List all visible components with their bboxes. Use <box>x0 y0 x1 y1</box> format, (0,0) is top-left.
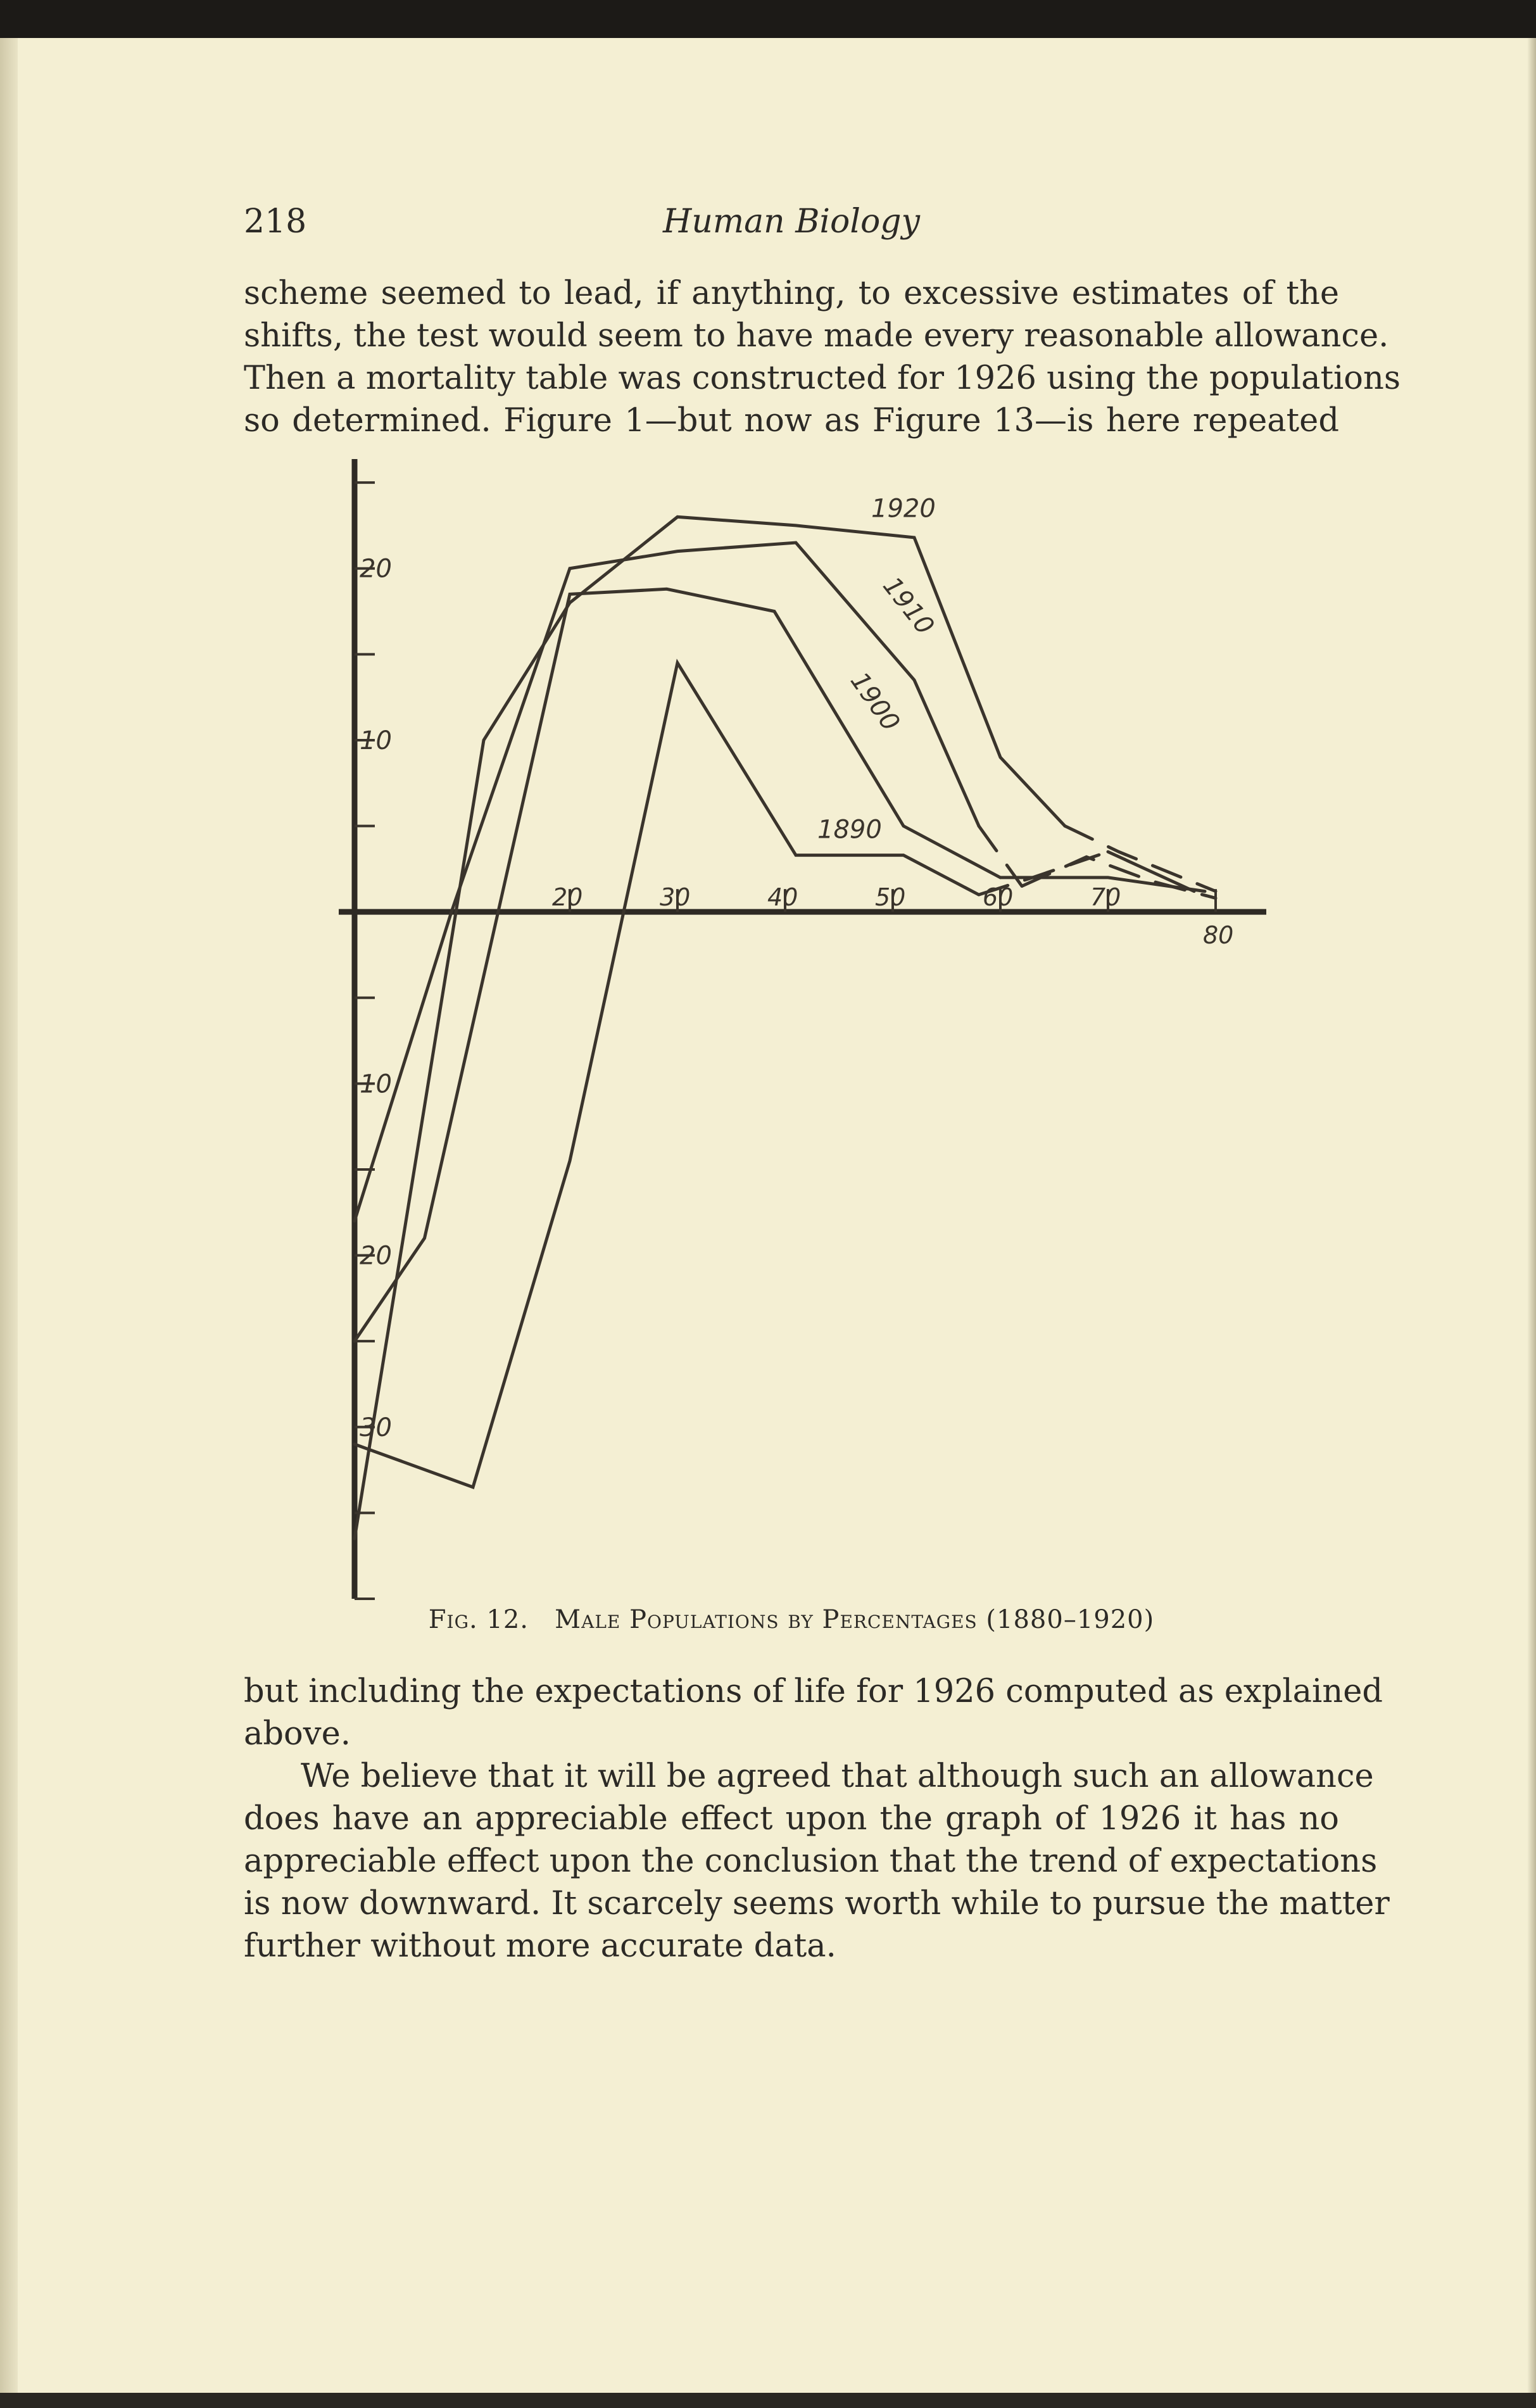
population-line-chart <box>317 456 1304 1615</box>
y-tick-label: 30 <box>360 1413 392 1442</box>
caption-label: Fig. 12. <box>428 1605 529 1634</box>
page-edge-bottom <box>0 2393 1536 2408</box>
figure-12 <box>317 456 1304 1615</box>
page-edge-left <box>0 38 18 2408</box>
x-tick-label: 60 <box>983 883 1014 912</box>
series-line-1890 <box>1108 852 1194 891</box>
text-line: above. <box>244 1715 351 1753</box>
page-number: 218 <box>244 203 307 241</box>
text-line: further without more accurate data. <box>244 1927 836 1965</box>
series-label-1920: 1920 <box>871 494 936 524</box>
text-line: We believe that it will be agreed that although such an allowance <box>301 1758 1374 1795</box>
text-line: appreciable effect upon the conclusion that the trend of expectations <box>244 1843 1378 1880</box>
series-line-1890 <box>355 663 979 1487</box>
text-line: scheme seemed to lead, if anything, to excessive estimates of the <box>244 275 1339 312</box>
text-line: is now downward. It scarcely seems worth while to pursue the matter <box>244 1885 1390 1922</box>
page-edge-right <box>1527 38 1536 2408</box>
second-paragraph <box>244 1755 1390 1967</box>
text-line: but including the expectations of life for 1926 computed as explained <box>244 1673 1383 1710</box>
text-line: so determined. Figure 1—but now as Figure 13—is here repeated <box>244 402 1339 439</box>
figure-caption <box>244 1605 1339 1634</box>
x-tick-label: 30 <box>660 883 691 912</box>
caption-range: (1880–1920) <box>986 1605 1155 1634</box>
x-tick-label: 80 <box>1203 921 1234 950</box>
caption-title: Male Populations by Percentages <box>555 1605 978 1634</box>
series-line-1900 <box>355 589 1000 1341</box>
series-label-1900: 1900 <box>844 667 905 737</box>
top-paragraph <box>244 272 1401 442</box>
series-label-1910: 1910 <box>877 571 940 641</box>
x-tick-label: 40 <box>767 883 798 912</box>
series-line-1920 <box>355 517 1065 1539</box>
x-tick-label: 20 <box>552 883 583 912</box>
series-line-1910 <box>355 543 979 1221</box>
y-tick-label: 10 <box>360 1069 392 1099</box>
running-title: Human Biology <box>663 203 920 241</box>
y-tick-label: 20 <box>360 1241 392 1271</box>
series-label-1890: 1890 <box>817 815 882 845</box>
text-line: Then a mortality table was constructed for 1926 using the populations <box>244 360 1401 397</box>
continuation-paragraph <box>244 1670 1383 1755</box>
y-tick-label: 10 <box>360 726 392 755</box>
text-line: does have an appreciable effect upon the graph of 1926 it has no <box>244 1800 1339 1838</box>
running-head <box>244 203 1339 247</box>
x-tick-label: 50 <box>875 883 906 912</box>
x-tick-label: 70 <box>1090 883 1121 912</box>
y-tick-label: 20 <box>360 554 392 584</box>
text-line: shifts, the test would seem to have made every reasonable allowance. <box>244 317 1389 355</box>
